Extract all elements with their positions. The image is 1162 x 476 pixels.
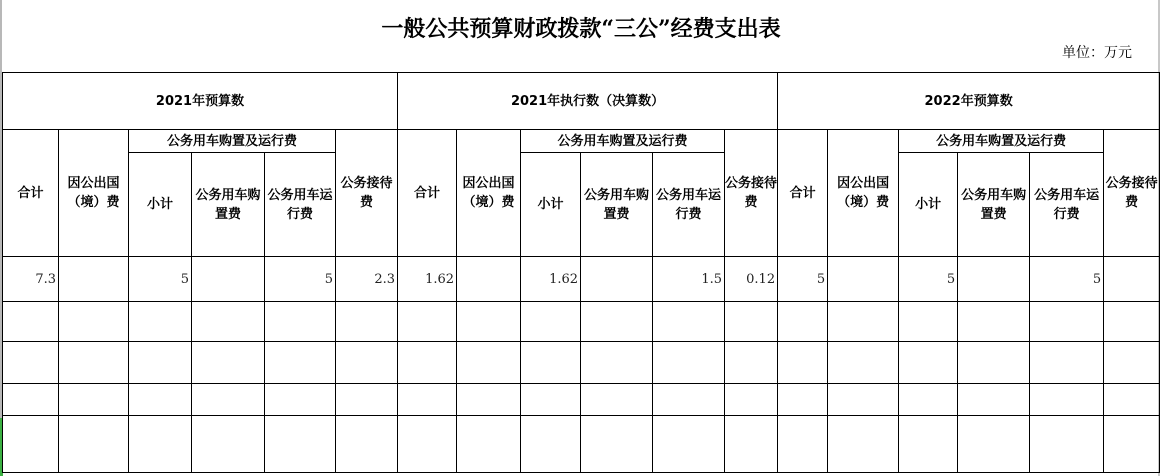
- table-cell[interactable]: [336, 302, 398, 342]
- col-header-vehicle-purchase: 公务用车购置费: [581, 153, 653, 257]
- group-header-2022-budget: 2022年预算数: [778, 73, 1160, 130]
- table-row: [3, 384, 1160, 416]
- table-cell[interactable]: 2.3: [336, 257, 398, 302]
- col-header-total: 合计: [778, 130, 828, 257]
- table-cell[interactable]: [398, 302, 457, 342]
- table-cell[interactable]: [581, 416, 653, 473]
- col-header-vehicle-group: 公务用车购置及运行费: [521, 130, 725, 153]
- col-header-total: 合计: [3, 130, 59, 257]
- col-header-vehicle-group: 公务用车购置及运行费: [899, 130, 1104, 153]
- table-cell[interactable]: [828, 384, 899, 416]
- table-cell[interactable]: [958, 257, 1030, 302]
- table-cell[interactable]: [129, 302, 192, 342]
- table-cell[interactable]: [398, 342, 457, 384]
- table-cell[interactable]: [958, 416, 1030, 473]
- table-cell[interactable]: [653, 342, 725, 384]
- table-cell[interactable]: [778, 302, 828, 342]
- table-cell[interactable]: [958, 302, 1030, 342]
- header-row-subcategories: [3, 153, 1160, 257]
- table-cell[interactable]: [59, 384, 129, 416]
- table-cell[interactable]: [581, 342, 653, 384]
- unit-label: 单位：万元: [1062, 45, 1132, 61]
- table-cell[interactable]: [899, 384, 958, 416]
- table-cell[interactable]: [192, 302, 265, 342]
- col-header-vehicle-purchase: 公务用车购置费: [192, 153, 265, 257]
- table-cell[interactable]: [129, 416, 192, 473]
- col-header-vehicle-operation: 公务用车运行费: [265, 153, 336, 257]
- table-cell[interactable]: 7.3: [3, 257, 59, 302]
- table-cell[interactable]: [336, 416, 398, 473]
- group-header-2021-actual: 2021年执行数（决算数）: [398, 73, 778, 130]
- table-cell[interactable]: [192, 342, 265, 384]
- table-cell[interactable]: [1030, 342, 1104, 384]
- table-cell[interactable]: [1030, 416, 1104, 473]
- table-cell[interactable]: [778, 342, 828, 384]
- table-cell[interactable]: [3, 384, 59, 416]
- table-cell[interactable]: [336, 342, 398, 384]
- table-row: [3, 302, 1160, 342]
- table-row: [3, 257, 1160, 302]
- col-header-total: 合计: [398, 130, 457, 257]
- page-title: 一般公共预算财政拨款“三公”经费支出表: [381, 16, 781, 42]
- table-cell[interactable]: [192, 257, 265, 302]
- col-header-subtotal: 小计: [129, 153, 192, 257]
- table-cell[interactable]: [899, 416, 958, 473]
- table-cell[interactable]: [778, 384, 828, 416]
- table-cell[interactable]: [1104, 342, 1160, 384]
- table-cell[interactable]: [581, 257, 653, 302]
- table-cell[interactable]: 0.12: [725, 257, 778, 302]
- table-cell[interactable]: [1104, 384, 1160, 416]
- table-cell[interactable]: 5: [129, 257, 192, 302]
- table-cell[interactable]: [725, 302, 778, 342]
- table-cell[interactable]: [1030, 384, 1104, 416]
- table-cell[interactable]: [653, 416, 725, 473]
- table-cell[interactable]: [192, 384, 265, 416]
- col-header-abroad: 因公出国（境）费: [59, 130, 129, 257]
- table-cell[interactable]: [59, 257, 129, 302]
- header-row-categories: [3, 130, 1160, 153]
- col-header-vehicle-group: 公务用车购置及运行费: [129, 130, 336, 153]
- table-cell[interactable]: [725, 416, 778, 473]
- table-cell[interactable]: 5: [265, 257, 336, 302]
- col-header-subtotal: 小计: [899, 153, 958, 257]
- table-cell[interactable]: [828, 257, 899, 302]
- table-cell[interactable]: 5: [1030, 257, 1104, 302]
- table-cell[interactable]: [581, 302, 653, 342]
- table-cell[interactable]: 1.62: [398, 257, 457, 302]
- table-cell[interactable]: 5: [778, 257, 828, 302]
- table-cell[interactable]: [521, 342, 581, 384]
- col-header-reception: 公务接待费: [725, 130, 778, 257]
- table-cell[interactable]: [1030, 302, 1104, 342]
- table-cell[interactable]: [59, 302, 129, 342]
- col-header-abroad: 因公出国（境）费: [457, 130, 521, 257]
- table-cell[interactable]: [3, 302, 59, 342]
- table-cell[interactable]: [521, 302, 581, 342]
- table-cell[interactable]: [59, 342, 129, 384]
- expenditure-table: [2, 72, 1160, 473]
- table-cell[interactable]: [265, 384, 336, 416]
- table-cell[interactable]: [129, 342, 192, 384]
- table-cell[interactable]: [265, 416, 336, 473]
- table-cell[interactable]: [828, 302, 899, 342]
- table-cell[interactable]: [778, 416, 828, 473]
- table-cell[interactable]: [521, 416, 581, 473]
- table-cell[interactable]: [521, 384, 581, 416]
- table-row: [3, 416, 1160, 473]
- table-cell[interactable]: [1104, 257, 1160, 302]
- table-cell[interactable]: [958, 384, 1030, 416]
- table-cell[interactable]: [457, 416, 521, 473]
- table-cell[interactable]: 1.5: [653, 257, 725, 302]
- table-body: [3, 257, 1160, 473]
- table-cell[interactable]: [3, 416, 59, 473]
- table-cell[interactable]: [725, 384, 778, 416]
- table-cell[interactable]: [457, 257, 521, 302]
- table-row: [3, 342, 1160, 384]
- table-cell[interactable]: [457, 384, 521, 416]
- header-row-years: [3, 73, 1160, 130]
- table-cell[interactable]: [398, 416, 457, 473]
- table-cell[interactable]: [336, 384, 398, 416]
- col-header-reception: 公务接待费: [1104, 130, 1160, 257]
- table-cell[interactable]: [1104, 302, 1160, 342]
- table-cell[interactable]: [828, 342, 899, 384]
- table-cell[interactable]: [1104, 416, 1160, 473]
- table-cell[interactable]: [899, 342, 958, 384]
- col-header-reception: 公务接待费: [336, 130, 398, 257]
- col-header-subtotal: 小计: [521, 153, 581, 257]
- table-cell[interactable]: [398, 384, 457, 416]
- table-cell[interactable]: 5: [899, 257, 958, 302]
- table-cell[interactable]: [457, 302, 521, 342]
- table-cell[interactable]: [3, 342, 59, 384]
- table-cell[interactable]: [581, 384, 653, 416]
- table-cell[interactable]: [265, 342, 336, 384]
- col-header-abroad: 因公出国（境）费: [828, 130, 899, 257]
- table-cell[interactable]: [958, 342, 1030, 384]
- col-header-vehicle-operation: 公务用车运行费: [1030, 153, 1104, 257]
- col-header-vehicle-operation: 公务用车运行费: [653, 153, 725, 257]
- table-cell[interactable]: [653, 302, 725, 342]
- table-cell[interactable]: [192, 416, 265, 473]
- table-cell[interactable]: [725, 342, 778, 384]
- table-cell[interactable]: [899, 302, 958, 342]
- table-cell[interactable]: [265, 302, 336, 342]
- table-cell[interactable]: [653, 384, 725, 416]
- table-cell[interactable]: 1.62: [521, 257, 581, 302]
- table-cell[interactable]: [129, 384, 192, 416]
- table-cell[interactable]: [828, 416, 899, 473]
- group-header-2021-budget: 2021年预算数: [3, 73, 398, 130]
- table-cell[interactable]: [59, 416, 129, 473]
- col-header-vehicle-purchase: 公务用车购置费: [958, 153, 1030, 257]
- table-cell[interactable]: [457, 342, 521, 384]
